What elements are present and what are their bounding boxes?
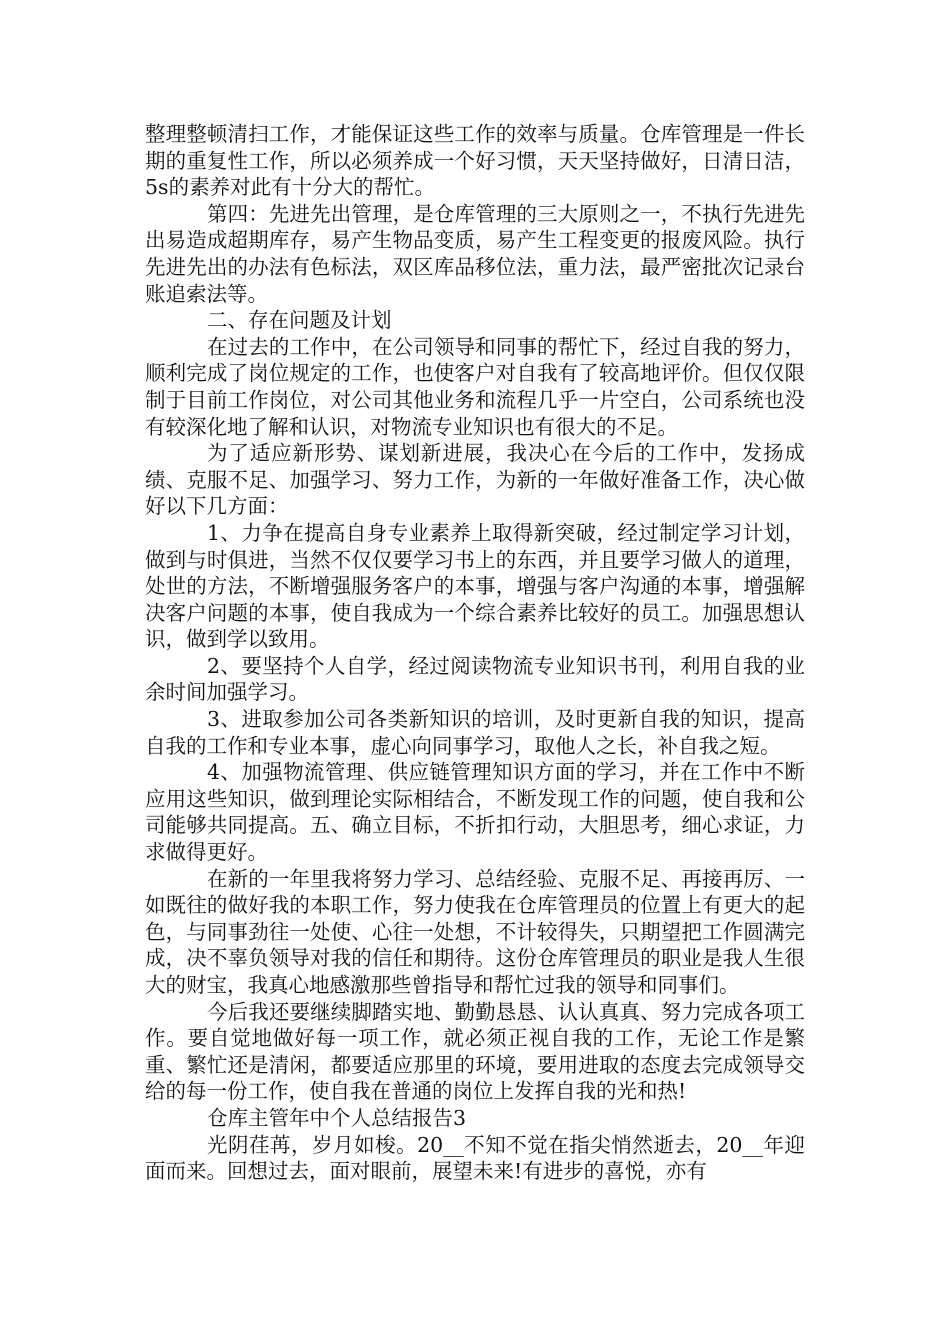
list-item-paragraph: 2、要坚持个人自学，经过阅读物流专业知识书刊，利用自我的业余时间加强学习。: [145, 653, 805, 705]
document-page: [145, 121, 805, 1185]
report-title: 仓库主管年中个人总结报告3: [207, 1105, 467, 1130]
body-paragraph: 为了适应新形势、谋划新进展，我决心在今后的工作中，发扬成绩、克服不足、加强学习、努力工作，为新的一年做好准备工作，决心做好以下几方面：: [145, 441, 805, 519]
body-paragraph: 今后我还要继续脚踏实地、勤勤恳恳、认认真真、努力完成各项工作。要自觉地做好每一项工作，就必须正视自我的工作，无论工作是繁重、繁忙还是清闲，都要适应那里的环境，要用进取的态度去完成领导交给的每一份工作，使自我在普通的岗位上发挥自我的光和热!: [145, 999, 805, 1104]
section-heading: 二、存在问题及计划: [207, 308, 392, 333]
body-paragraph: 整理整顿清扫工作，才能保证这些工作的效率与质量。仓库管理是一件长期的重复性工作，所以必须养成一个好习惯，天天坚持做好，日清日洁，5s的素养对此有十分大的帮忙。: [145, 122, 805, 200]
body-paragraph: 光阴荏苒，岁月如梭。20__不知不觉在指尖悄然逝去，20__年迎面而来。回想过去，面对眼前，展望未来!有进步的喜悦，亦有: [145, 1132, 805, 1184]
body-paragraph: 第四：先进先出管理，是仓库管理的三大原则之一，不执行先进先出易造成超期库存，易产生物品变质，易产生工程变更的报废风险。执行先进先出的办法有色标法，双区库品移位法，重力法，最严密批次记录台账追索法等。: [145, 201, 805, 306]
body-paragraph: 在新的一年里我将努力学习、总结经验、克服不足、再接再厉、一如既往的做好我的本职工作，努力使我在仓库管理员的位置上有更大的起色，与同事劲往一处使、心往一处想，不计较得失，只期望把工作圆满完成，决不辜负领导对我的信任和期待。这份仓库管理员的职业是我人生很大的财宝，我真心地感激那些曾指导和帮忙过我的领导和同事们。: [145, 866, 805, 997]
list-item-paragraph: 1、力争在提高自身专业素养上取得新突破，经过制定学习计划，做到与时俱进，当然不仅仅要学习书上的东西，并且要学习做人的道理，处世的方法，不断增强服务客户的本事，增强与客户沟通的本事，增强解决客户问题的本事，使自我成为一个综合素养比较好的员工。加强思想认识，做到学以致用。: [145, 520, 805, 652]
list-item-paragraph: 3、进取参加公司各类新知识的培训，及时更新自我的知识，提高自我的工作和专业本事，虚心向同事学习，取他人之长，补自我之短。: [145, 707, 805, 758]
list-item-paragraph: 4、加强物流管理、供应链管理知识方面的学习，并在工作中不断应用这些知识，做到理论实际相结合，不断发现工作的问题，使自我和公司能够共同提高。五、确立目标，不折扣行动，大胆思考，细心求证，力求做得更好。: [145, 760, 805, 865]
body-paragraph: 在过去的工作中，在公司领导和同事的帮忙下，经过自我的努力，顺利完成了岗位规定的工作，也使客户对自我有了较高地评价。但仅仅限制于目前工作岗位，对公司其他业务和流程几乎一片空白，公司系统也没有较深化地了解和认识，对物流专业知识也有很大的不足。: [145, 334, 805, 439]
